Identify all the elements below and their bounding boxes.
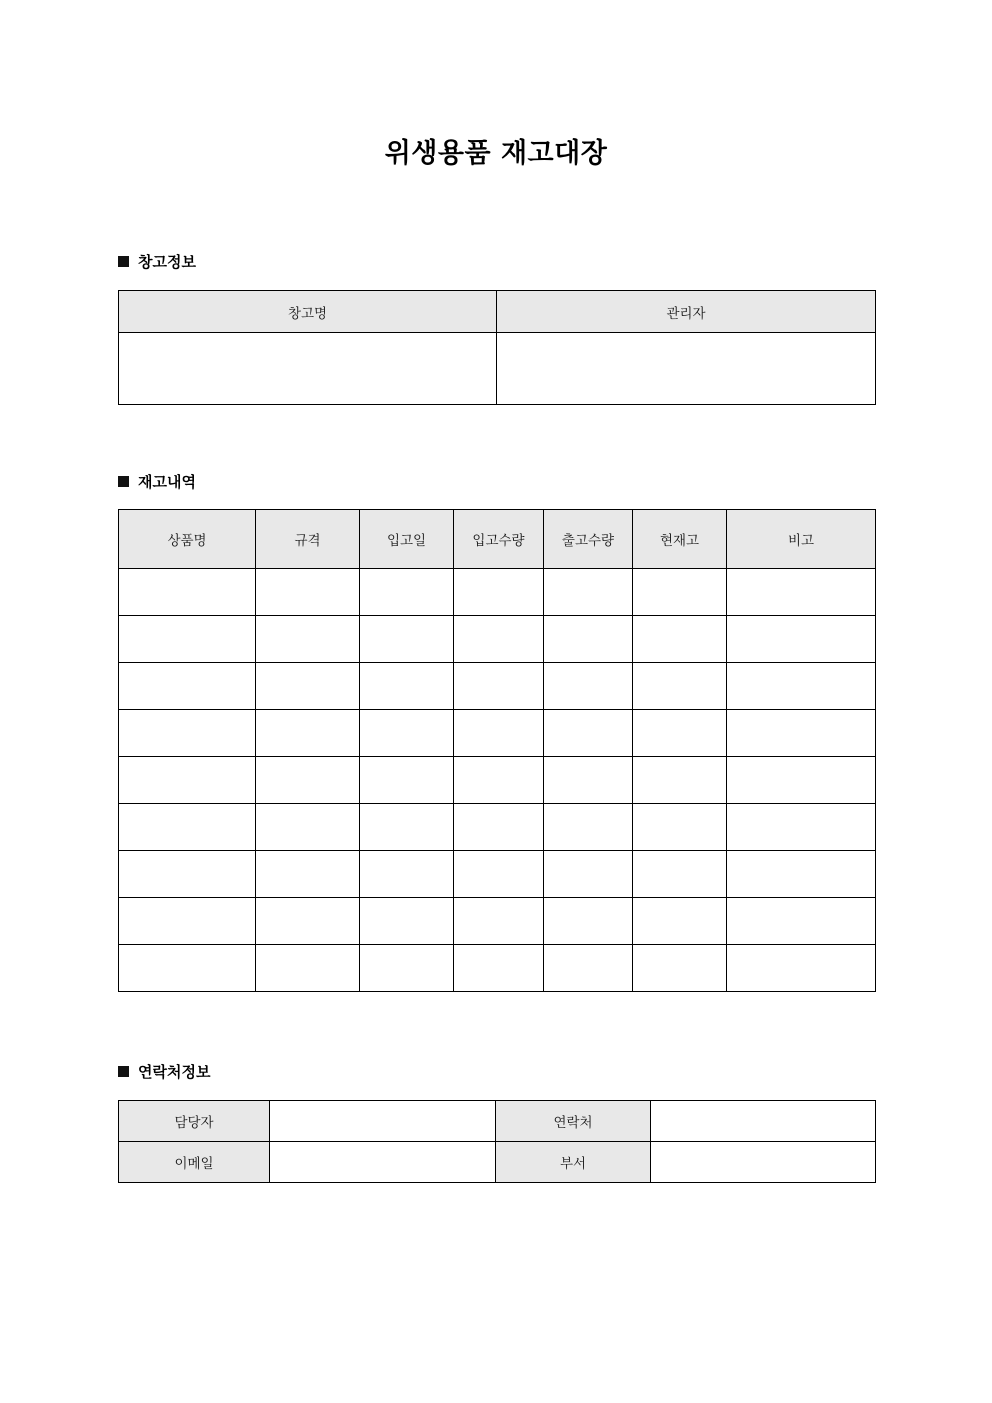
warehouse-info-table bbox=[118, 290, 876, 405]
cell-product-name[interactable] bbox=[119, 663, 256, 710]
cell-receipt-date[interactable] bbox=[360, 851, 454, 898]
cell-receipt-date[interactable] bbox=[360, 898, 454, 945]
cell-specification[interactable] bbox=[256, 663, 360, 710]
cell-warehouse-name[interactable] bbox=[119, 333, 497, 405]
column-header-received-qty: 입고수량 bbox=[454, 510, 544, 569]
cell-remarks[interactable] bbox=[727, 663, 876, 710]
cell-received-qty[interactable] bbox=[454, 663, 544, 710]
section-heading-warehouse-label: 창고정보 bbox=[138, 253, 196, 271]
cell-remarks[interactable] bbox=[727, 710, 876, 757]
row-label-person-in-charge: 담당자 bbox=[119, 1101, 270, 1142]
cell-remarks[interactable] bbox=[727, 804, 876, 851]
section-heading-inventory-label: 재고내역 bbox=[138, 473, 196, 491]
cell-specification[interactable] bbox=[256, 898, 360, 945]
cell-receipt-date[interactable] bbox=[360, 945, 454, 992]
cell-product-name[interactable] bbox=[119, 851, 256, 898]
table-row bbox=[119, 804, 876, 851]
cell-issued-qty[interactable] bbox=[544, 757, 633, 804]
column-header-current-stock: 현재고 bbox=[633, 510, 727, 569]
column-header-warehouse-name: 창고명 bbox=[119, 291, 497, 333]
column-header-remarks: 비고 bbox=[727, 510, 876, 569]
cell-received-qty[interactable] bbox=[454, 616, 544, 663]
table-row bbox=[119, 898, 876, 945]
cell-manager[interactable] bbox=[497, 333, 876, 405]
table-row bbox=[119, 851, 876, 898]
cell-remarks[interactable] bbox=[727, 945, 876, 992]
cell-specification[interactable] bbox=[256, 616, 360, 663]
cell-remarks[interactable] bbox=[727, 757, 876, 804]
cell-current-stock[interactable] bbox=[633, 663, 727, 710]
section-heading-contact-label: 연락처정보 bbox=[138, 1063, 211, 1081]
cell-person-in-charge[interactable] bbox=[270, 1101, 496, 1142]
cell-issued-qty[interactable] bbox=[544, 804, 633, 851]
column-header-issued-qty: 출고수량 bbox=[544, 510, 633, 569]
column-header-product-name: 상품명 bbox=[119, 510, 256, 569]
cell-receipt-date[interactable] bbox=[360, 757, 454, 804]
cell-product-name[interactable] bbox=[119, 757, 256, 804]
cell-receipt-date[interactable] bbox=[360, 569, 454, 616]
cell-received-qty[interactable] bbox=[454, 898, 544, 945]
cell-receipt-date[interactable] bbox=[360, 804, 454, 851]
cell-remarks[interactable] bbox=[727, 851, 876, 898]
cell-specification[interactable] bbox=[256, 804, 360, 851]
cell-issued-qty[interactable] bbox=[544, 663, 633, 710]
cell-current-stock[interactable] bbox=[633, 851, 727, 898]
cell-received-qty[interactable] bbox=[454, 945, 544, 992]
table-row bbox=[119, 1101, 876, 1142]
cell-current-stock[interactable] bbox=[633, 757, 727, 804]
cell-current-stock[interactable] bbox=[633, 710, 727, 757]
row-label-department: 부서 bbox=[496, 1142, 651, 1183]
section-heading-contact bbox=[118, 1061, 210, 1082]
cell-department[interactable] bbox=[651, 1142, 876, 1183]
table-header-row bbox=[119, 510, 876, 569]
cell-product-name[interactable] bbox=[119, 616, 256, 663]
table-row bbox=[119, 663, 876, 710]
cell-product-name[interactable] bbox=[119, 898, 256, 945]
section-heading-warehouse bbox=[118, 251, 196, 272]
cell-specification[interactable] bbox=[256, 851, 360, 898]
cell-received-qty[interactable] bbox=[454, 757, 544, 804]
page-title: 위생용품 재고대장 bbox=[384, 138, 608, 169]
cell-issued-qty[interactable] bbox=[544, 569, 633, 616]
column-header-manager: 관리자 bbox=[497, 291, 876, 333]
cell-received-qty[interactable] bbox=[454, 569, 544, 616]
square-bullet-icon bbox=[118, 1066, 129, 1077]
cell-product-name[interactable] bbox=[119, 569, 256, 616]
square-bullet-icon bbox=[118, 256, 129, 267]
cell-issued-qty[interactable] bbox=[544, 945, 633, 992]
table-row bbox=[119, 757, 876, 804]
column-header-specification: 규격 bbox=[256, 510, 360, 569]
cell-received-qty[interactable] bbox=[454, 710, 544, 757]
cell-current-stock[interactable] bbox=[633, 569, 727, 616]
section-heading-inventory bbox=[118, 471, 196, 492]
cell-issued-qty[interactable] bbox=[544, 710, 633, 757]
cell-received-qty[interactable] bbox=[454, 851, 544, 898]
cell-specification[interactable] bbox=[256, 945, 360, 992]
row-label-email: 이메일 bbox=[119, 1142, 270, 1183]
cell-remarks[interactable] bbox=[727, 569, 876, 616]
cell-product-name[interactable] bbox=[119, 804, 256, 851]
cell-issued-qty[interactable] bbox=[544, 616, 633, 663]
cell-email[interactable] bbox=[270, 1142, 496, 1183]
cell-receipt-date[interactable] bbox=[360, 710, 454, 757]
cell-current-stock[interactable] bbox=[633, 898, 727, 945]
cell-current-stock[interactable] bbox=[633, 804, 727, 851]
cell-remarks[interactable] bbox=[727, 616, 876, 663]
table-row bbox=[119, 333, 876, 405]
cell-phone[interactable] bbox=[651, 1101, 876, 1142]
cell-receipt-date[interactable] bbox=[360, 663, 454, 710]
table-row bbox=[119, 945, 876, 992]
contact-info-table bbox=[118, 1100, 876, 1183]
table-row bbox=[119, 616, 876, 663]
inventory-details-table bbox=[118, 509, 876, 992]
cell-product-name[interactable] bbox=[119, 710, 256, 757]
cell-product-name[interactable] bbox=[119, 945, 256, 992]
cell-specification[interactable] bbox=[256, 757, 360, 804]
column-header-receipt-date: 입고일 bbox=[360, 510, 454, 569]
cell-specification[interactable] bbox=[256, 569, 360, 616]
cell-received-qty[interactable] bbox=[454, 804, 544, 851]
cell-issued-qty[interactable] bbox=[544, 898, 633, 945]
table-row bbox=[119, 710, 876, 757]
table-row bbox=[119, 1142, 876, 1183]
table-row bbox=[119, 569, 876, 616]
cell-issued-qty[interactable] bbox=[544, 851, 633, 898]
table-header-row bbox=[119, 291, 876, 333]
cell-receipt-date[interactable] bbox=[360, 616, 454, 663]
square-bullet-icon bbox=[118, 476, 129, 487]
cell-remarks[interactable] bbox=[727, 898, 876, 945]
cell-current-stock[interactable] bbox=[633, 616, 727, 663]
cell-current-stock[interactable] bbox=[633, 945, 727, 992]
row-label-phone: 연락처 bbox=[496, 1101, 651, 1142]
cell-specification[interactable] bbox=[256, 710, 360, 757]
